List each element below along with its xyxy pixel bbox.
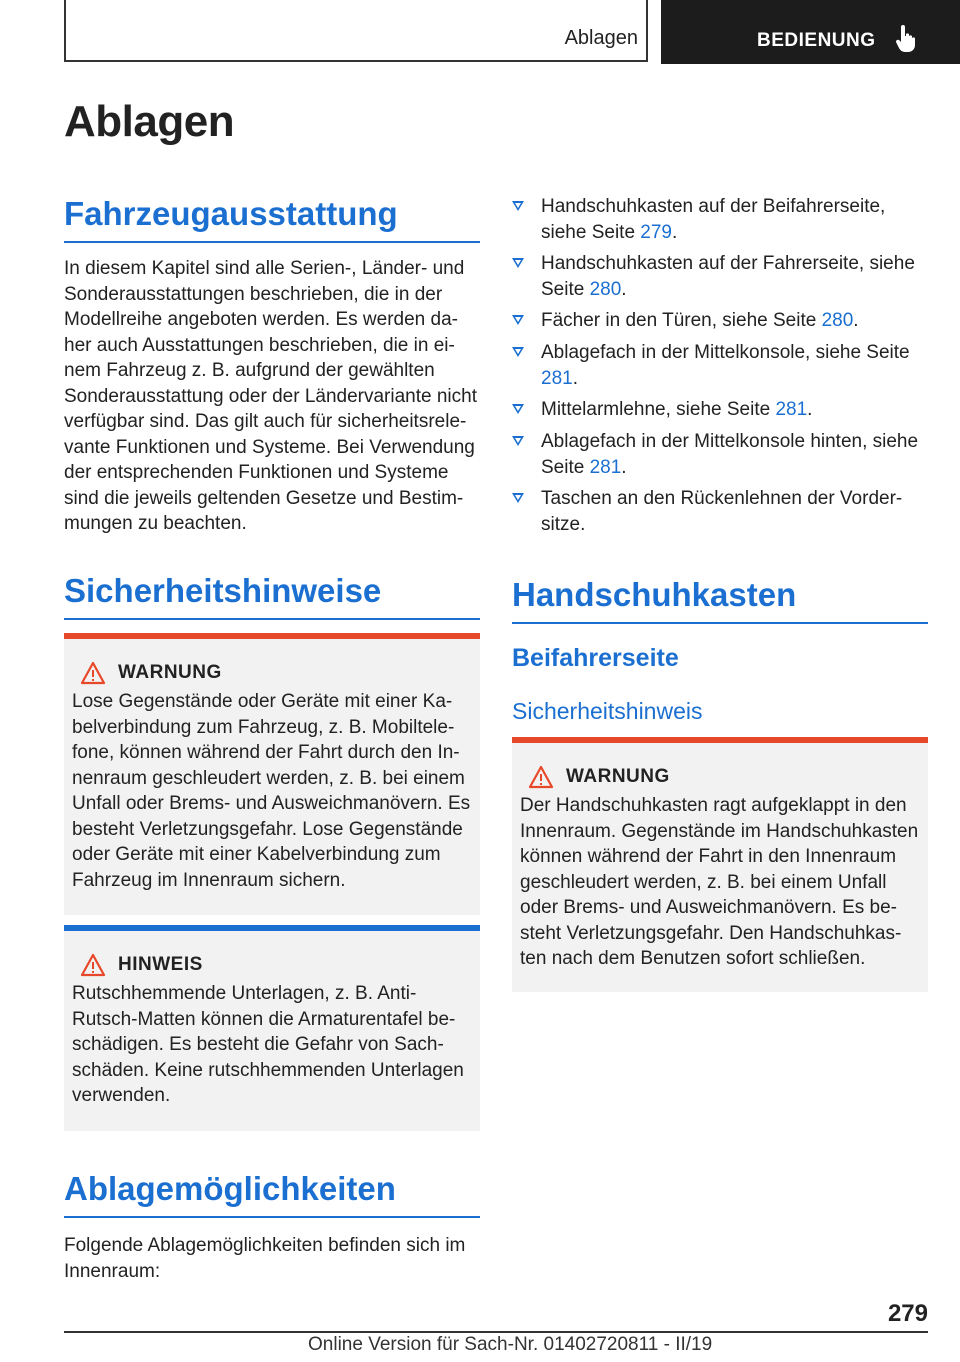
header-section-label: Ablagen (564, 27, 638, 49)
list-item: Handschuhkasten auf der Beifahrerseite, siehe Seite 279. (512, 194, 928, 245)
page-link[interactable]: 279 (640, 221, 672, 243)
list-item: Taschen an den Rückenlehnen der Vorder- sitze. (512, 486, 928, 537)
heading-handschuhkasten: Handschuhkasten (512, 576, 928, 624)
page-link[interactable]: 281 (589, 456, 622, 478)
list-item: Mittelarmlehne, siehe Seite 281. (512, 397, 928, 423)
header-chapter-label: BEDIENUNG (757, 30, 876, 51)
triangle-bullet-icon (512, 436, 524, 446)
page-title: Ablagen (64, 97, 235, 146)
glovebox-warning-text: Der Handschuhkasten ragt aufgeklappt in den Innenraum. Gegenstände im Handschuhkasten können während der Fahrt in den Innenraum geschleudert werden, z. B. bei einem Unfall oder Brems- und Ausweichmanövern. Es be- steht Verletzungsgefahr. Den Handschuhkas- ten nach dem Benutzen sofort schließen. (520, 795, 919, 969)
triangle-bullet-icon (512, 347, 524, 357)
ablagemoeglichkeiten-text: Folgende Ablagemöglichkeiten befinden sich im Innenraum: (64, 1235, 466, 1282)
warning-title: WARNUNG (118, 662, 222, 683)
page-link[interactable]: 281 (775, 399, 808, 420)
footer-divider (64, 1331, 928, 1333)
heading-sicherheitshinweise: Sicherheitshinweise (64, 572, 480, 620)
heading-sicherheitshinweis: Sicherheitshinweis (512, 698, 703, 724)
triangle-bullet-icon (512, 258, 524, 268)
footer-online-version: Online Version für Sach-Nr. 01402720811 - II/19 (308, 1334, 713, 1355)
fahrzeugausstattung-text: In diesem Kapitel sind alle Serien-, Länder- und Sonderausstattungen beschrieben, die in der Modellreihe angeboten werden. Es werden da- her auch Ausstattungen beschrieben, die in ei- nem Fahrzeug z. B. aufgrund der gewählten Sonderausstattung oder der Ländervariante nicht verfügbar sind. Das gilt auch für sicherheitsrele- vante Funktionen und Systeme. Bei Verwendung der entsprechenden Funktionen und Systeme sind die jeweils geltenden Gesetze und Bestim- mungen zu beachten. (64, 258, 477, 534)
page-number: 279 (887, 1300, 928, 1327)
list-item: Handschuhkasten auf der Fahrerseite, siehe Seite 280. (512, 251, 928, 302)
triangle-bullet-icon (512, 404, 524, 414)
list-item: Fächer in den Türen, siehe Seite 280. (512, 308, 928, 334)
heading-fahrzeugausstattung: Fahrzeugausstattung (64, 195, 480, 243)
heading-beifahrerseite: Beifahrerseite (512, 644, 679, 672)
glovebox-warning-title: WARNUNG (566, 766, 670, 787)
notice-text: Rutschhemmende Unterlagen, z. B. Anti- Rutsch-Matten können die Armaturentafel be- schädigen. Es besteht die Gefahr von Sach- schäden. Keine rutschhemmenden Unterlagen verwenden. (72, 983, 464, 1106)
notice-box (64, 925, 480, 1131)
triangle-bullet-icon (512, 315, 524, 325)
header-chapter-tab (661, 0, 960, 64)
header-section-tab (64, 0, 648, 62)
notice-title: HINWEIS (118, 954, 203, 975)
page-link[interactable]: 280 (589, 278, 622, 300)
triangle-bullet-icon (512, 493, 524, 503)
heading-ablagemoeglichkeiten: Ablagemöglichkeiten (64, 1170, 480, 1218)
warning-triangle-icon (528, 765, 554, 789)
list-item: Ablagefach in der Mittelkonsole, siehe Seite 281. (512, 340, 928, 391)
warning-triangle-icon (80, 661, 106, 685)
page-link[interactable]: 281 (541, 367, 573, 389)
glovebox-warning-box (512, 737, 928, 992)
notice-triangle-icon (80, 953, 106, 977)
list-item: Ablagefach in der Mittelkonsole hinten, siehe Seite 281. (512, 429, 928, 480)
pointing-hand-icon (895, 25, 917, 53)
warning-box (64, 633, 480, 915)
page-link[interactable]: 280 (821, 310, 854, 331)
warning-text: Lose Gegenstände oder Geräte mit einer Ka- belverbindung zum Fahrzeug, z. B. Mobiltele- fone, können während der Fahrt durch den In- nenraum geschleudert werden, z. B. bei einem Unfall oder Brems- und Ausweichmanövern. Es besteht Verletzungsgefahr. Lose Gegenstände oder Geräte mit einer Kabelverbindung zum Fahrzeug im Innenraum sichern. (72, 691, 471, 891)
triangle-bullet-icon (512, 201, 524, 211)
